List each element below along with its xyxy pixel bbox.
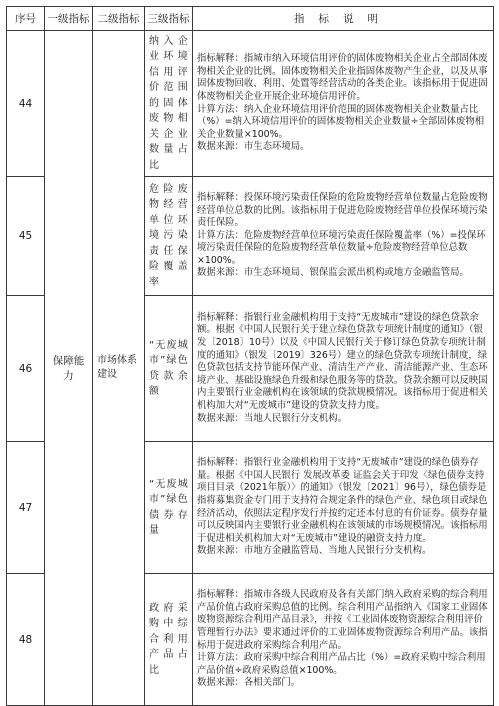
indicator-name: “无废城市”绿色贷款余额	[145, 296, 193, 442]
level1-cell: 保障能力	[45, 31, 93, 706]
indicator-description	[193, 177, 494, 296]
desc-paragraph: 数据来源：市地方金融监管局、当地人民银行分支机构。	[197, 545, 432, 557]
indicator-description	[193, 442, 494, 574]
header-desc: 指标说明	[193, 7, 494, 31]
desc-paragraph: 计算方法：政府采购中综合利用产品占比（%）=政府采购中综合利用产品价值÷政府采购总值×100%。	[197, 652, 486, 676]
desc-paragraph: 指标解释：指城市各级人民政府及各有关部门纳入政府采购的综合利用产品价值占政府采购总值的比例。综合利用产品指纳入《国家工业固体废物资源综合利用产品目录》，并按《工业固体废物资源综合利用评价管理暂行办法》要求通过评价的工业固体废物资源综合利用产品。该指标用于促进政府采购综合利用产品。	[197, 589, 488, 651]
indicator-table-page	[6, 6, 493, 706]
indicator-table	[6, 6, 494, 706]
desc-paragraph: 指标解释：指银行业金融机构用于支持“无废城市”建设的绿色贷款余额。根据《中国人民银行关于建立绿色贷款专项统计制度的通知》（银发〔2018〕10号）以及《中国人民银行关于修订绿色贷款专项统计制度的通知》（银发〔2019〕326号）建立的绿色贷款专项统计制度，绿色贷款包括支持节能环保产业、清洁生产产业、清洁能源产业、生态环境产业、基础设施绿色升级和绿色服务等的贷款。贷款余额可以反映国内主要银行业金融机构在该领域的贷款规模情况。该指标用于促进相关机构加大对“无废城市”建设的贷款支持力度。	[197, 311, 488, 411]
row-number: 44	[7, 31, 45, 177]
indicator-name: 纳入企业环境信用评价范围的固体废物相关企业数量占比	[145, 31, 193, 177]
desc-paragraph: 计算方法：危险废物经营单位环境污染责任保险覆盖率（%）=投保环境污染责任保险的危险废物经营单位数量÷危险废物经营单位总数×100%。	[197, 229, 486, 266]
desc-paragraph: 数据来源：各相关部门。	[197, 677, 301, 689]
desc-paragraph: 数据来源：市生态环境局、银保监会派出机构或地方金融监管局。	[197, 267, 469, 279]
desc-paragraph: 数据来源：市生态环境局。	[197, 141, 310, 153]
row-number: 45	[7, 177, 45, 296]
row-number: 47	[7, 442, 45, 574]
header-level3: 三级指标	[145, 7, 193, 31]
desc-paragraph: 指标解释：指城市纳入环境信用评价的固体废物相关企业占全部固体废物相关企业的比例。固体废物相关企业指固体废物产生企业，以及从事固体废物回收、利用、处置等经营活动的各类企业。该指标用于促进固体废物相关企业开展企业环境信用评价。	[197, 53, 488, 102]
indicator-name: 政府采购中综合利用产品占比	[145, 574, 193, 706]
indicator-name: “无废城市”绿色债券存量	[145, 442, 193, 574]
indicator-description	[193, 296, 494, 442]
indicator-name: 危险废物经营单位环境污染责任保险覆盖率	[145, 177, 193, 296]
table-row	[7, 31, 494, 177]
indicator-description	[193, 574, 494, 706]
row-number: 46	[7, 296, 45, 442]
desc-paragraph: 数据来源：当地人民银行分支机构。	[197, 412, 348, 424]
desc-paragraph: 计算方法：纳入企业环境信用评价范围的固体废物相关企业数量占比（%）=纳入环境信用评价的固体废物相关企业数量÷全部固体废物相关企业数量×100%。	[197, 103, 485, 140]
table-header-row	[7, 7, 494, 31]
header-no: 序号	[7, 7, 45, 31]
indicator-description	[193, 31, 494, 177]
row-number: 48	[7, 574, 45, 706]
level2-cell: 市场体系建设	[93, 31, 145, 706]
header-level2: 二级指标	[93, 7, 145, 31]
desc-paragraph: 指标解释：投保环境污染责任保险的危险废物经营单位数量占危险废物经营单位总数的比例。该指标用于促进危险废物经营单位投保环境污染责任保险。	[197, 191, 488, 229]
desc-paragraph: 指标解释：指银行业金融机构用于支持“无废城市”建设的绿色债券存量。根据《中国人民银行 发展改革委 证监会关于印发〈绿色债券支持项目目录（2021年版）〉的通知》（银发〔2021〕96号），绿色债券是指将募集资金专门用于支持符合规定条件的绿色产业、绿色项目或绿色经济活动，依照法定程序发行并按约定还本付息的有价证券。债券存量可以反映国内主要银行业金融机构在该领域的市场规模情况。该指标用于促进相关机构加大对“无废城市”建设的融资支持力度。	[197, 457, 488, 544]
header-level1: 一级指标	[45, 7, 93, 31]
